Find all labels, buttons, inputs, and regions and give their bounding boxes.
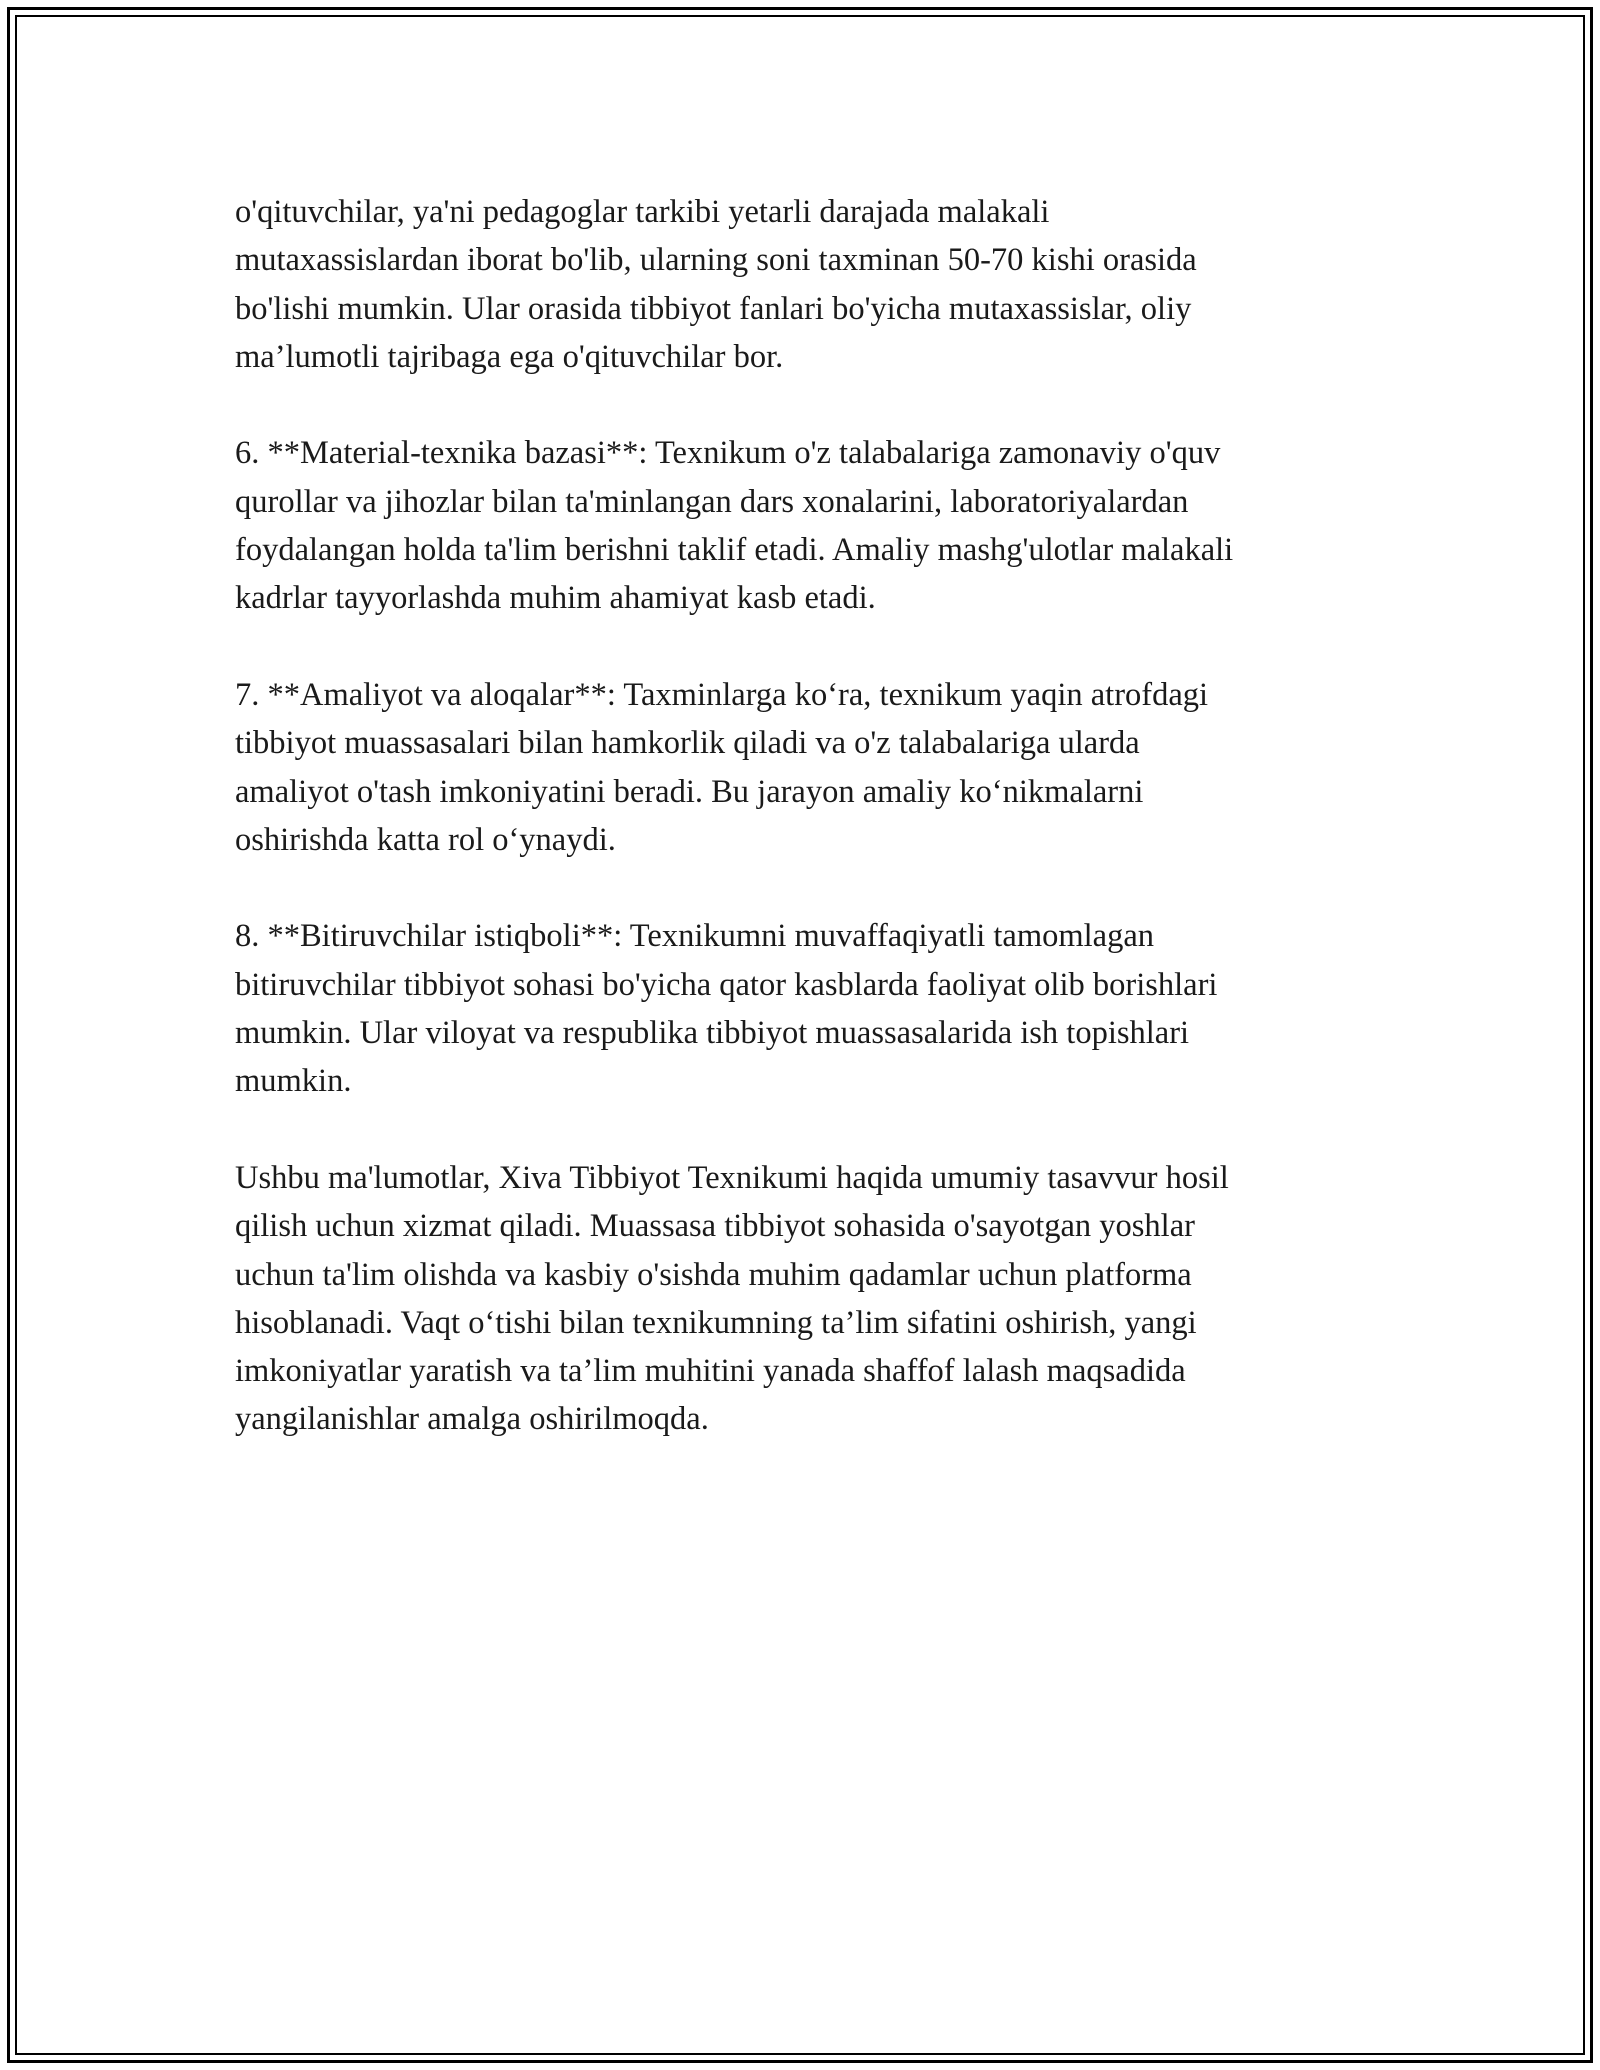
- paragraph-graduates: [235, 912, 1415, 1105]
- text-line: foydalangan holda ta'lim berishni taklif etadi. Amaliy mashg'ulotlar malakali: [235, 532, 1234, 569]
- text-line: mumkin.: [235, 1063, 352, 1100]
- text-line: oshirishda katta rol o‘ynaydi.: [235, 821, 616, 858]
- text-line: bo'lishi mumkin. Ular orasida tibbiyot fanlari bo'yicha mutaxassislar, oliy: [235, 290, 1192, 327]
- text-line: yangilanishlar amalga oshirilmoqda.: [235, 1401, 709, 1438]
- paragraph-material-base: [235, 429, 1415, 622]
- text-line: mutaxassislardan iborat bo'lib, ularning soni taxminan 50-70 kishi orasida: [235, 242, 1197, 279]
- text-line: qilish uchun xizmat qiladi. Muassasa tibbiyot sohasida o'sayotgan yoshlar: [235, 1208, 1195, 1245]
- text-line: amaliyot o'tash imkoniyatini beradi. Bu jarayon amaliy ko‘nikmalarni: [235, 773, 1144, 810]
- document-body: [235, 188, 1415, 1492]
- paragraph-conclusion: [235, 1154, 1415, 1444]
- text-line: kadrlar tayyorlashda muhim ahamiyat kasb etadi.: [235, 580, 876, 617]
- text-line: 8. **Bitiruvchilar istiqboli**: Texnikumni muvaffaqiyatli tamomlagan: [235, 918, 1155, 955]
- text-line: hisoblanadi. Vaqt o‘tishi bilan texnikumning ta’lim sifatini oshirish, yangi: [235, 1304, 1197, 1341]
- text-line: qurollar va jihozlar bilan ta'minlangan dars xonalarini, laboratoriyalardan: [235, 483, 1189, 520]
- text-line: ma’lumotli tajribaga ega o'qituvchilar bor.: [235, 338, 784, 375]
- paragraph-practice: [235, 671, 1415, 864]
- text-line: uchun ta'lim olishda va kasbiy o'sishda muhim qadamlar uchun platforma: [235, 1256, 1192, 1293]
- text-line: bitiruvchilar tibbiyot sohasi bo'yicha qator kasblarda faoliyat olib borishlari: [235, 966, 1218, 1003]
- text-line: imkoniyatlar yaratish va ta’lim muhitini yanada shaffof lalash maqsadida: [235, 1353, 1186, 1390]
- paragraph-teachers: [235, 188, 1415, 381]
- text-line: mumkin. Ular viloyat va respublika tibbiyot muassasalarida ish topishlari: [235, 1015, 1190, 1052]
- text-line: Ushbu ma'lumotlar, Xiva Tibbiyot Texnikumi haqida umumiy tasavvur hosil: [235, 1159, 1229, 1196]
- text-line: 7. **Amaliyot va aloqalar**: Taxminlarga ko‘ra, texnikum yaqin atrofdagi: [235, 676, 1209, 713]
- text-line: 6. **Material-texnika bazasi**: Texnikum o'z talabalariga zamonaviy o'quv: [235, 435, 1221, 472]
- text-line: o'qituvchilar, ya'ni pedagoglar tarkibi yetarli darajada malakali: [235, 194, 1050, 230]
- text-line: tibbiyot muassasalari bilan hamkorlik qiladi va o'z talabalariga ularda: [235, 725, 1140, 762]
